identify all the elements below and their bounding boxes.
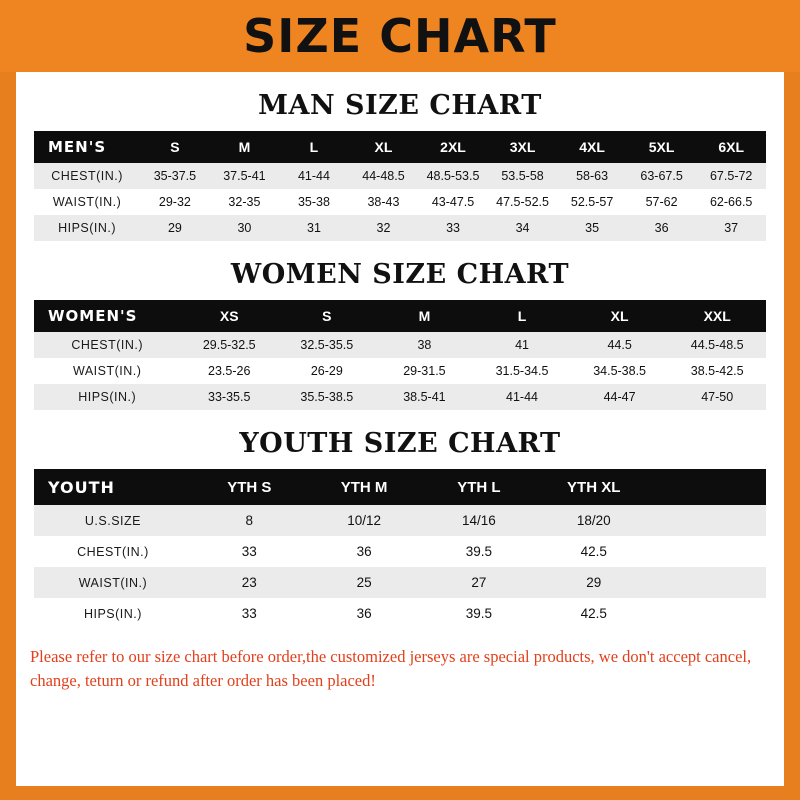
table-row	[34, 189, 766, 215]
cell-hips-yth-l: 39.5	[422, 598, 537, 629]
cell-chest-yth-s: 33	[192, 536, 307, 567]
section-youth-size-chart	[16, 428, 784, 629]
column-header-s: S	[140, 131, 210, 163]
cell-chest-2xl: 48.5-53.5	[418, 163, 488, 189]
table-man-sizes	[34, 131, 766, 241]
table-row	[34, 384, 766, 410]
table-row	[34, 567, 766, 598]
table-women-sizes	[34, 300, 766, 410]
cell-waist-s: 26-29	[278, 358, 376, 384]
cell-waist-yth-l: 27	[422, 567, 537, 598]
cell-waist-xs: 23.5-26	[180, 358, 278, 384]
table-youth-sizes	[34, 469, 766, 629]
cell-us-size-yth-s: 8	[192, 505, 307, 536]
cell-waist-yth-s: 23	[192, 567, 307, 598]
column-header-xxl: XXL	[668, 300, 766, 332]
column-header-men: MEN'S	[34, 131, 140, 163]
table-header-row	[34, 131, 766, 163]
row-label-hips: HIPS(IN.)	[34, 215, 140, 241]
cell-chest-empty	[651, 536, 766, 567]
column-header-yth-m: YTH M	[307, 469, 422, 505]
table-row	[34, 332, 766, 358]
cell-chest-xl: 44-48.5	[349, 163, 419, 189]
cell-chest-yth-l: 39.5	[422, 536, 537, 567]
table-row	[34, 536, 766, 567]
cell-chest-m: 38	[376, 332, 474, 358]
cell-waist-4xl: 52.5-57	[557, 189, 627, 215]
row-label-waist: WAIST(IN.)	[34, 189, 140, 215]
column-header-l: L	[279, 131, 349, 163]
table-row	[34, 358, 766, 384]
cell-waist-xl: 38-43	[349, 189, 419, 215]
row-label-chest: CHEST(IN.)	[34, 332, 180, 358]
section-man-size-chart	[16, 90, 784, 241]
section-title-youth: YOUTH SIZE CHART	[239, 428, 561, 459]
cell-chest-xs: 29.5-32.5	[180, 332, 278, 358]
column-header-xl: XL	[349, 131, 419, 163]
cell-chest-xl: 44.5	[571, 332, 669, 358]
bottom-accent-bar	[0, 786, 800, 800]
cell-waist-s: 29-32	[140, 189, 210, 215]
cell-waist-5xl: 57-62	[627, 189, 697, 215]
row-label-hips: HIPS(IN.)	[34, 384, 180, 410]
table-header-row	[34, 469, 766, 505]
table-row	[34, 598, 766, 629]
cell-chest-yth-xl: 42.5	[536, 536, 651, 567]
section-title-women: WOMEN SIZE CHART	[230, 259, 570, 290]
cell-us-size-yth-l: 14/16	[422, 505, 537, 536]
cell-chest-5xl: 63-67.5	[627, 163, 697, 189]
cell-hips-l: 31	[279, 215, 349, 241]
cell-chest-xxl: 44.5-48.5	[668, 332, 766, 358]
cell-chest-yth-m: 36	[307, 536, 422, 567]
cell-hips-yth-xl: 42.5	[536, 598, 651, 629]
cell-hips-6xl: 37	[696, 215, 766, 241]
cell-waist-l: 35-38	[279, 189, 349, 215]
column-header-yth-xl: YTH XL	[536, 469, 651, 505]
cell-chest-l: 41-44	[279, 163, 349, 189]
policy-note: Please refer to our size chart before order,the customized jerseys are special products, we don't accept cancel, change, teturn or refund after order has been placed!	[30, 647, 752, 690]
column-header-xl: XL	[571, 300, 669, 332]
cell-waist-xxl: 38.5-42.5	[668, 358, 766, 384]
cell-chest-l: 41	[473, 332, 571, 358]
cell-hips-s: 35.5-38.5	[278, 384, 376, 410]
cell-waist-yth-m: 25	[307, 567, 422, 598]
cell-waist-m: 29-31.5	[376, 358, 474, 384]
row-label-waist: WAIST(IN.)	[34, 567, 192, 598]
row-label-hips: HIPS(IN.)	[34, 598, 192, 629]
table-row	[34, 215, 766, 241]
cell-chest-s: 32.5-35.5	[278, 332, 376, 358]
cell-hips-5xl: 36	[627, 215, 697, 241]
page-title: SIZE CHART	[243, 9, 557, 63]
cell-chest-3xl: 53.5-58	[488, 163, 558, 189]
cell-waist-xl: 34.5-38.5	[571, 358, 669, 384]
row-label-chest: CHEST(IN.)	[34, 536, 192, 567]
cell-waist-6xl: 62-66.5	[696, 189, 766, 215]
section-women-size-chart	[16, 259, 784, 410]
cell-waist-m: 32-35	[210, 189, 280, 215]
row-label-waist: WAIST(IN.)	[34, 358, 180, 384]
cell-chest-m: 37.5-41	[210, 163, 280, 189]
column-header-womens: WOMEN'S	[34, 300, 180, 332]
cell-hips-m: 38.5-41	[376, 384, 474, 410]
cell-hips-xs: 33-35.5	[180, 384, 278, 410]
cell-waist-empty	[651, 567, 766, 598]
column-header-yth-l: YTH L	[422, 469, 537, 505]
cell-chest-4xl: 58-63	[557, 163, 627, 189]
column-header-6xl: 6XL	[696, 131, 766, 163]
cell-chest-6xl: 67.5-72	[696, 163, 766, 189]
column-header-yth-s: YTH S	[192, 469, 307, 505]
row-label-us-size: U.S.SIZE	[34, 505, 192, 536]
section-title-man: MAN SIZE CHART	[258, 90, 542, 121]
column-header-xs: XS	[180, 300, 278, 332]
cell-us-size-yth-m: 10/12	[307, 505, 422, 536]
column-header-youth: YOUTH	[34, 469, 192, 505]
cell-hips-yth-s: 33	[192, 598, 307, 629]
column-header-l: L	[473, 300, 571, 332]
cell-waist-2xl: 43-47.5	[418, 189, 488, 215]
column-header-m: M	[210, 131, 280, 163]
column-header-2xl: 2XL	[418, 131, 488, 163]
cell-hips-2xl: 33	[418, 215, 488, 241]
page-banner	[0, 0, 800, 72]
cell-hips-yth-m: 36	[307, 598, 422, 629]
cell-us-size-yth-xl: 18/20	[536, 505, 651, 536]
cell-waist-l: 31.5-34.5	[473, 358, 571, 384]
table-row	[34, 163, 766, 189]
column-header-5xl: 5XL	[627, 131, 697, 163]
cell-hips-l: 41-44	[473, 384, 571, 410]
cell-waist-yth-xl: 29	[536, 567, 651, 598]
column-header-empty	[651, 469, 766, 505]
table-row	[34, 505, 766, 536]
cell-us-size-empty	[651, 505, 766, 536]
column-header-m: M	[376, 300, 474, 332]
cell-hips-xxl: 47-50	[668, 384, 766, 410]
cell-hips-3xl: 34	[488, 215, 558, 241]
cell-chest-s: 35-37.5	[140, 163, 210, 189]
cell-hips-s: 29	[140, 215, 210, 241]
cell-hips-xl: 44-47	[571, 384, 669, 410]
cell-waist-3xl: 47.5-52.5	[488, 189, 558, 215]
row-label-chest: CHEST(IN.)	[34, 163, 140, 189]
cell-hips-4xl: 35	[557, 215, 627, 241]
cell-hips-empty	[651, 598, 766, 629]
cell-hips-m: 30	[210, 215, 280, 241]
column-header-s: S	[278, 300, 376, 332]
table-header-row	[34, 300, 766, 332]
cell-hips-xl: 32	[349, 215, 419, 241]
column-header-4xl: 4XL	[557, 131, 627, 163]
column-header-3xl: 3XL	[488, 131, 558, 163]
